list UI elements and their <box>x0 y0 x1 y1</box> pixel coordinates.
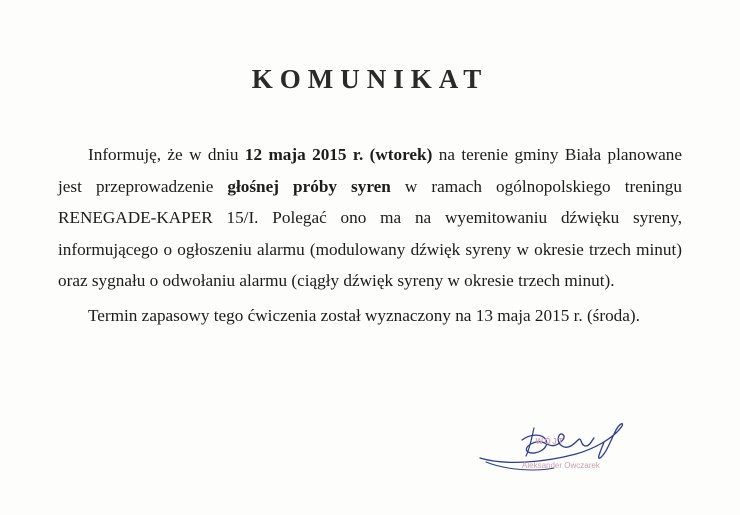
stamp-title: WÓJT <box>535 437 565 446</box>
handwritten-signature <box>476 418 636 480</box>
stamp-name: Aleksander Owczarek <box>522 461 600 470</box>
paragraph1-text-2: na terenie gminy Biała planowane jest przeprowadzenie <box>58 145 683 196</box>
paragraph-backup-date: Termin zapasowy tego ćwiczenia został wyznaczony na 13 maja 2015 r. (środa). <box>88 305 640 325</box>
paragraph1-text-3: w ramach ogólnopolskiego treningu RENEGADE-KAPER 15/I. Polegać ono ma na wyemitowaniu dźwięku syreny, informującego o ogłoszeniu alarmu (modulowany dźwięk syreny w okresie trzech minut) oraz sygnału o odwołaniu alarmu (ciągły dźwięk syreny w okresie trzech minut). <box>58 176 682 290</box>
document-title: KOMUNIKAT <box>251 64 489 94</box>
signature-block <box>476 418 636 480</box>
paragraph1-date: 12 maja 2015 r. (wtorek) <box>244 145 433 164</box>
paragraph-announcement <box>58 139 682 297</box>
paragraph1-siren-test: głośnej próby syren <box>227 176 391 196</box>
paragraph1-text-1: Informuję, że w dniu <box>88 145 245 164</box>
document-body <box>58 139 682 331</box>
